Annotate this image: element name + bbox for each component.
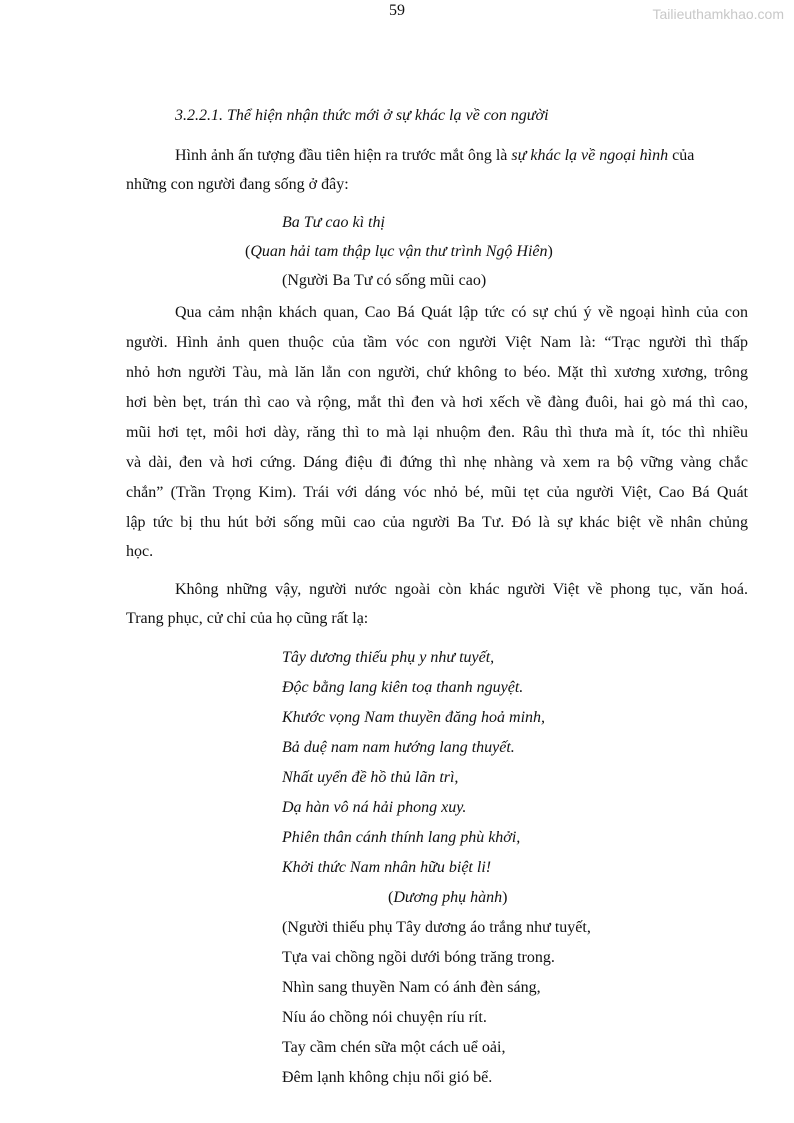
para1-text-c: của [668,147,695,164]
quote1-close: ) [547,243,553,260]
quote1-verse: Ba Tư cao kì thị [282,214,385,231]
para2-last-line: học. [126,543,154,560]
quote1-open: ( [245,243,251,260]
translation-line: Tựa vai chồng ngồi dưới bóng trăng trong. [282,949,555,966]
translation-line: Tay cầm chén sữa một cách uể oải, [282,1039,506,1056]
poem-line: Dạ hàn vô ná hải phong xuy. [282,799,467,816]
para2-line: và dài, đen và hơi cứng. Dáng điệu đi đứng thì nhẹ nhàng và xem ra bộ vững vàng chắc [126,454,748,471]
para2-line: Qua cảm nhận khách quan, Cao Bá Quát lập tức có sự chú ý về ngoại hình của con [175,304,748,321]
para3-line1: Không những vậy, người nước ngoài còn khác người Việt về phong tục, văn hoá. [175,581,748,598]
poem-line: Khước vọng Nam thuyền đăng hoả minh, [282,709,546,726]
quote1-source-title: Quan hải tam thập lục vận thư trình Ngộ Hiên [250,243,548,260]
para1-text-a: Hình ảnh ấn tượng đầu tiên hiện ra trước mắt ông là [175,147,512,164]
page-number: 59 [389,2,405,19]
para2-line: người. Hình ảnh quen thuộc của tầm vóc con người Việt Nam là: “Trạc người thì thấp [126,334,748,351]
para2-line: mũi hơi tẹt, môi hơi dày, răng thì to mà lại nhuộm đen. Râu thì thưa mà ít, tóc thì nhiều [126,424,748,441]
section-heading: 3.2.2.1. Thể hiện nhận thức mới ở sự khác lạ về con người [175,107,549,124]
poem-line: Nhất uyển đề hồ thủ lãn trì, [282,769,459,786]
para2-line: lập tức bị thu hút bởi sống mũi cao của người Ba Tư. Đó là sự khác biệt về nhân chủng [126,514,748,531]
poem-line: Khởi thức Nam nhân hữu biệt li! [282,859,492,876]
para3-line2: Trang phục, cử chỉ của họ cũng rất lạ: [126,610,369,627]
poem-source [388,887,507,909]
translation-line: Nhìn sang thuyền Nam có ánh đèn sáng, [282,979,541,996]
poem-line: Tây dương thiếu phụ y như tuyết, [282,649,495,666]
para1-line1 [175,145,748,167]
translation-line: (Người thiếu phụ Tây dương áo trắng như tuyết, [282,919,591,936]
poem-line: Phiên thân cánh thính lang phù khởi, [282,829,521,846]
para1-emphasis: sự khác lạ về ngoại hình [511,147,669,164]
para2-line: chắn” (Trần Trọng Kim). Trái với dáng vóc nhỏ bé, mũi tẹt của người Việt, Cao Bá Quát [126,484,748,501]
poem-line: Độc bằng lang kiên toạ thanh nguyệt. [282,679,524,696]
translation-line: Níu áo chồng nói chuyện ríu rít. [282,1009,487,1026]
para2-line: nhỏ hơn người Tàu, mà lăn lẳn con người, chứ không to béo. Mặt thì xương xương, trông [126,364,748,381]
quote1-translation: (Người Ba Tư có sống mũi cao) [282,272,487,289]
poem-source-title: Dương phụ hành [393,889,503,906]
para2-line: hơi bèn bẹt, trán thì cao và rộng, mắt thì đen và hơi xếch về đàng đuôi, hai gò má thì cao, [126,394,748,411]
watermark: Tailieuthamkhao.com [652,6,784,22]
para1-line2: những con người đang sống ở đây: [126,176,349,193]
poem-source-open: ( [388,889,394,906]
poem-line: Bả duệ nam nam hướng lang thuyết. [282,739,515,756]
quote1-source [245,241,553,263]
poem-source-close: ) [502,889,508,906]
translation-line: Đêm lạnh không chịu nổi gió bể. [282,1069,493,1086]
